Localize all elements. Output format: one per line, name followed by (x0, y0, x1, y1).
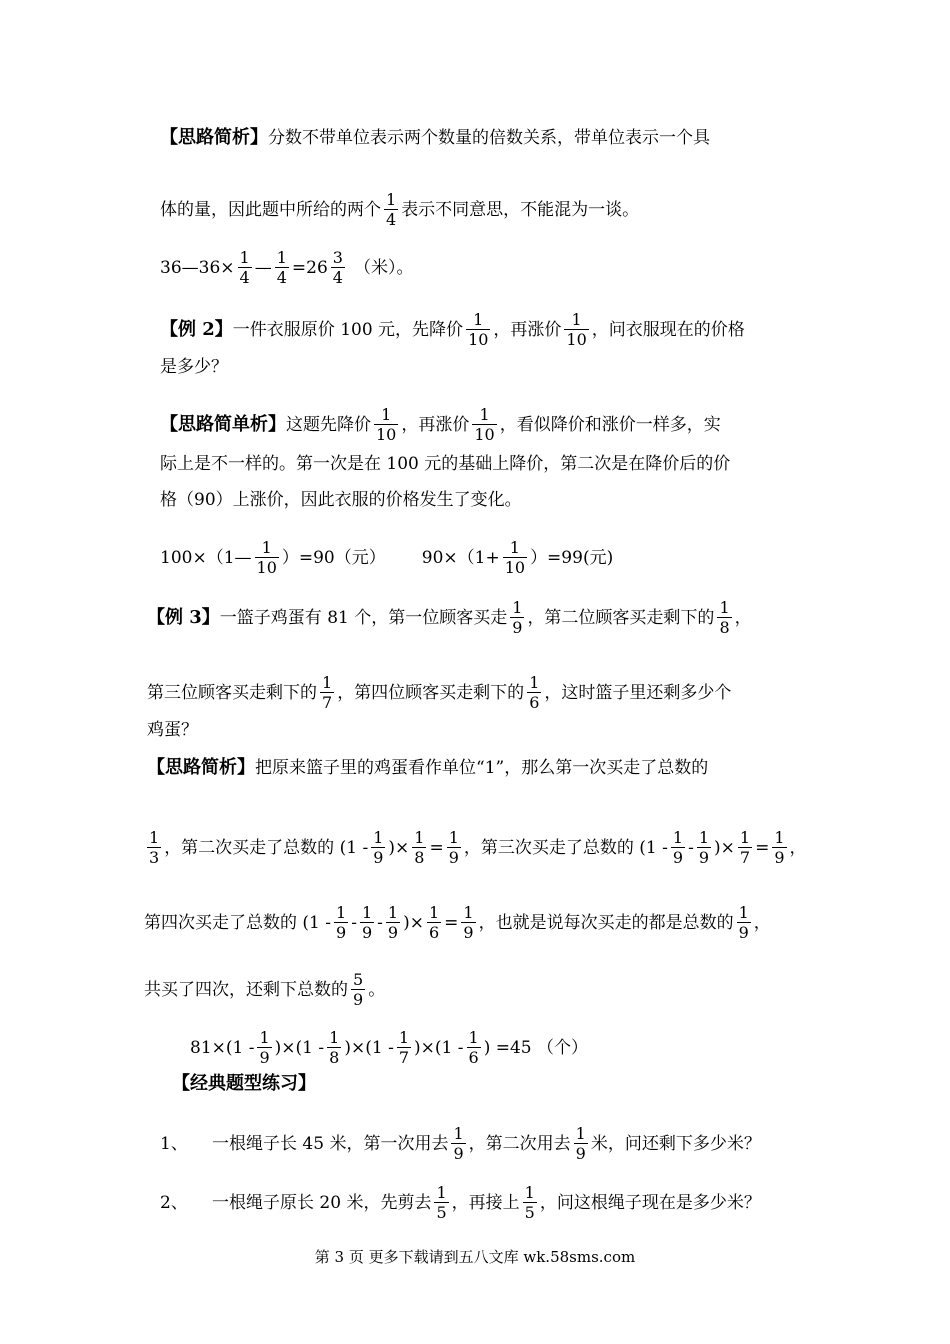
paragraph-text: 分数不带单位表示两个数量的倍数关系，带单位表示一个具 (268, 128, 710, 148)
section-heading: 【思路简单析】 (160, 413, 286, 435)
equation-text: 36—36× (160, 257, 235, 278)
fraction: $\frac{1}{3}$ (149, 828, 160, 867)
fraction: $\frac{1}{9}$ (774, 828, 785, 867)
equation-text: - (351, 912, 357, 933)
mixed-number (292, 248, 348, 287)
fraction: $\frac{1}{9}$ (698, 828, 710, 867)
question-text: ，再接上 (451, 1192, 520, 1213)
paragraph-text: 鸡蛋？ (147, 720, 198, 740)
fraction: $\frac{1}{4}$ (276, 248, 287, 287)
paragraph-text: 共买了四次，还剩下总数的 (144, 979, 348, 1000)
equation-3 (190, 1028, 588, 1067)
fraction: $\frac{1}{8}$ (414, 828, 425, 867)
paragraph-text: ，再涨价 (401, 414, 470, 435)
equation-text: =26 (291, 257, 328, 278)
fraction: $\frac{1}{9}$ (512, 598, 523, 637)
fraction: $\frac{1}{6}$ (428, 903, 440, 942)
fraction: $\frac{3}{4}$ (332, 248, 343, 287)
question-2 (160, 1183, 761, 1222)
fraction: $\frac{1}{9}$ (672, 828, 684, 867)
equation-text: )× (714, 837, 735, 858)
question-text: 米，问还剩下多少米？ (590, 1133, 761, 1154)
paragraph-text: ， (734, 607, 752, 628)
question-1 (160, 1124, 761, 1163)
paragraph-text: ，第二次买走了总数的 (1 - (164, 837, 369, 858)
fraction: $\frac{1}{10}$ (376, 405, 397, 444)
equation-text: ）=90（元） (281, 547, 386, 568)
practice-heading-line (172, 1074, 316, 1094)
practice-heading: 【经典题型练习】 (172, 1073, 316, 1094)
example-3-line-2 (147, 673, 731, 712)
equation-text: - (688, 837, 694, 858)
fraction: $\frac{1}{9}$ (361, 903, 373, 942)
fraction: $\frac{1}{9}$ (373, 828, 384, 867)
equation-text: )×(1 - (414, 1037, 464, 1058)
paragraph-text: ，第四位顾客买走剩下的 (337, 682, 525, 703)
fraction: $\frac{1}{7}$ (739, 828, 751, 867)
equation-text: 90×（1+ (421, 547, 500, 568)
paragraph-text: 把原来篮子里的鸡蛋看作单位“1”，那么第一次买走了总数的 (255, 758, 709, 778)
example-2-line-1 (160, 310, 745, 349)
fraction: $\frac{1}{10}$ (566, 310, 587, 349)
fraction: $\frac{1}{9}$ (453, 1124, 464, 1163)
fraction: $\frac{1}{7}$ (322, 673, 333, 712)
fraction: $\frac{1}{7}$ (398, 1028, 410, 1067)
fraction: $\frac{1}{9}$ (575, 1124, 586, 1163)
equation-text: 81×(1 - (190, 1037, 255, 1058)
analysis-1-line-1 (160, 128, 710, 148)
paragraph-text: ，第二位顾客买走剩下的 (527, 607, 715, 628)
paragraph-text: 。 (368, 979, 386, 1000)
fraction: $\frac{1}{5}$ (524, 1183, 535, 1222)
paragraph-text: ， (753, 912, 771, 933)
analysis-2-line-1 (160, 405, 721, 444)
analysis-2-line-3 (160, 490, 522, 510)
paragraph-text: ，第三次买走了总数的 (1 - (463, 837, 668, 858)
fraction: $\frac{1}{9}$ (336, 903, 347, 942)
analysis-3-line-3 (144, 903, 771, 942)
question-text: 一根绳子原长 20 米，先剪去 (212, 1192, 432, 1213)
fraction: $\frac{1}{6}$ (468, 1028, 479, 1067)
fraction: $\frac{1}{5}$ (436, 1183, 447, 1222)
paragraph-text: 第四次买走了总数的 (1 - (144, 912, 331, 933)
paragraph-text: 体的量，因此题中所给的两个 (160, 199, 381, 220)
paragraph-text: 这题先降价 (286, 414, 371, 435)
question-number: 2、 (160, 1192, 188, 1213)
fraction: $\frac{1}{9}$ (463, 903, 474, 942)
analysis-3-line-2 (144, 828, 807, 867)
analysis-3-line-4 (144, 970, 385, 1009)
equation-text: )×(1 - (274, 1037, 325, 1058)
equation-2 (160, 538, 613, 577)
paragraph-text: 第三位顾客买走剩下的 (147, 682, 317, 703)
paragraph-text: ， (789, 837, 807, 858)
fraction: $\frac{1}{10}$ (468, 310, 489, 349)
question-text: ，第二次用去 (468, 1133, 571, 1154)
section-heading: 【思路简析】 (147, 757, 255, 778)
equation-text: （米）。 (353, 257, 414, 278)
example-heading: 【例 2】 (160, 318, 233, 340)
example-3-line-3 (147, 720, 198, 740)
equation-text: 100×（1— (160, 547, 252, 568)
equation-text: = (444, 912, 459, 933)
equation-text: ) =45 （个） (483, 1037, 589, 1058)
example-2-line-2 (160, 357, 228, 377)
fraction: $\frac{1}{9}$ (387, 903, 399, 942)
equation-text: )× (388, 837, 410, 858)
fraction: $\frac{1}{4}$ (386, 190, 397, 229)
paragraph-text: ，看似降价和涨价一样多，实 (499, 414, 721, 435)
paragraph-text: ，再涨价 (493, 319, 562, 340)
equation-text: )×(1 - (344, 1037, 394, 1058)
equation-text: = (755, 837, 770, 858)
section-heading: 【思路简析】 (160, 127, 268, 148)
fraction: $\frac{1}{6}$ (529, 673, 540, 712)
paragraph-text: ，也就是说每次买走的都是总数的 (478, 912, 734, 933)
question-text: 一根绳子长 45 米，第一次用去 (212, 1133, 449, 1154)
question-text: ，问这根绳子现在是多少米？ (539, 1192, 761, 1213)
equation-text: - (377, 912, 383, 933)
example-heading: 【例 3】 (147, 606, 220, 628)
paragraph-text: 一篮子鸡蛋有 81 个，第一位顾客买走 (219, 607, 508, 628)
paragraph-text: 表示不同意思，不能混为一谈。 (401, 199, 640, 220)
analysis-2-line-2 (160, 454, 730, 474)
paragraph-text: ，这时篮子里还剩多少个 (544, 682, 732, 703)
fraction: $\frac{1}{10}$ (474, 405, 495, 444)
paragraph-text: ，问衣服现在的价格 (591, 319, 745, 340)
paragraph-text: 一件衣服原价 100 元，先降价 (232, 319, 464, 340)
page-footer: 第 3 页 更多下载请到五八文库 wk.58sms.com (314, 1248, 636, 1266)
fraction: $\frac{1}{8}$ (719, 598, 730, 637)
fraction: $\frac{5}{9}$ (353, 970, 364, 1009)
fraction: $\frac{1}{9}$ (259, 1028, 270, 1067)
example-3-line-1 (147, 598, 752, 637)
fraction: $\frac{1}{10}$ (256, 538, 277, 577)
fraction: $\frac{1}{4}$ (239, 248, 250, 287)
equation-text: ）=99(元) (530, 547, 614, 568)
analysis-1-line-2 (160, 190, 639, 229)
equation-text: )× (403, 912, 424, 933)
equation-text: — (254, 257, 272, 278)
equation-1 (160, 248, 413, 287)
paragraph-text: 格（90）上涨价，因此衣服的价格发生了变化。 (160, 490, 522, 510)
equation-text: = (429, 837, 444, 858)
paragraph-text: 是多少？ (160, 357, 228, 377)
fraction: $\frac{1}{9}$ (738, 903, 749, 942)
analysis-3-line-1 (147, 758, 708, 778)
fraction: $\frac{1}{9}$ (448, 828, 459, 867)
fraction: $\frac{1}{8}$ (329, 1028, 340, 1067)
paragraph-text: 际上是不一样的。第一次是在 100 元的基础上降价，第二次是在降价后的价 (160, 454, 731, 474)
question-number: 1、 (160, 1133, 188, 1154)
fraction: $\frac{1}{10}$ (504, 538, 526, 577)
